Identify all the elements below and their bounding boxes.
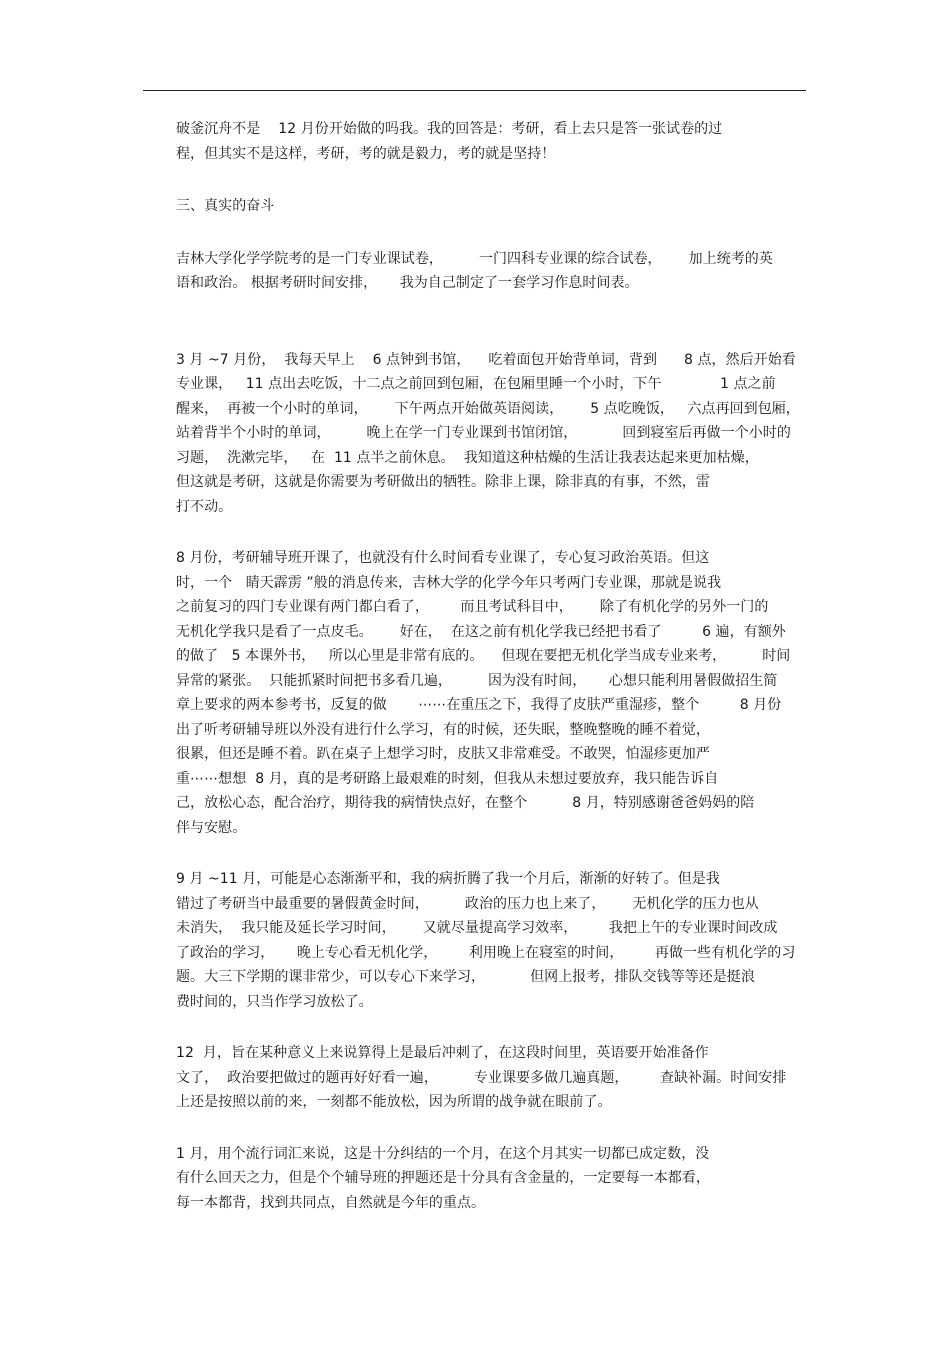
text-line: 文了， 政治要把做过的题再好好看一遍， 专业课要多做几遍真题， 查缺补漏。时间安排 xyxy=(176,1069,787,1086)
text-line: 习题， 洗漱完毕， 在 11 点半之前休息。 我知道这种枯燥的生活让我表达起来更加枯燥， xyxy=(176,449,759,466)
text-line: 醒来， 再被一个小时的单词， 下午两点开始做英语阅读， 5 点吃晚饭， 六点再回到包厢， xyxy=(176,400,800,417)
text-line: 打不动。 xyxy=(176,498,233,515)
text-line: 之前复习的四门专业课有两门都白看了， 而且考试科目中， 除了有机化学的另外一门的 xyxy=(176,599,769,615)
text-line: 12 月，旨在某种意义上来说算得上是最后冲刺了，在这段时间里，英语要开始准备作 xyxy=(176,1045,709,1061)
text-line: 上还是按照以前的来，一刻都不能放松，因为所谓的战争就在眼前了。 xyxy=(176,1094,612,1110)
text-line: 异常的紧张。 只能抓紧时间把书多看几遍， 因为没有时间， 心想只能利用暑假做招生简 xyxy=(176,672,778,689)
text-line: 未消失， 我只能及延长学习时间， 又就尽量提高学习效率， 我把上午的专业课时间改成 xyxy=(176,920,778,936)
document-body xyxy=(176,117,804,1215)
text-line: 无机化学我只是看了一点皮毛。 好在， 在这之前有机化学我已经把书看了 6 遍，有额外 xyxy=(176,623,786,640)
text-line: 很累，但还是睡不着。趴在桌子上想学习时，皮肤又非常难受。不敢哭，怕湿疹更加严 xyxy=(176,746,710,762)
text-line: 专业课， 11 点出去吃饭，十二点之前回到包厢，在包厢里睡一个小时，下午 1 点之前 xyxy=(176,376,776,392)
text-line: 1 月，用个流行词汇来说，这是十分纠结的一个月，在这个月其实一切都已成定数，没 xyxy=(176,1145,710,1162)
text-line: 破釜沉舟不是 12 月份开始做的吗我。我的回答是：考研，看上去只是答一张试卷的过 xyxy=(176,121,723,137)
header-rule xyxy=(143,90,806,91)
paragraph-intro xyxy=(176,117,804,166)
paragraph-december xyxy=(176,1041,804,1115)
text-line: 语和政治。 根据考研时间安排， 我为自己制定了一套学习作息时间表。 xyxy=(176,275,639,291)
text-line: 伴与安慰。 xyxy=(176,819,247,836)
text-line: 3 月 ~7 月份， 我每天早上 6 点钟到书馆， 吃着面包开始背单词，背到 8 点，然后开始看 xyxy=(176,351,796,368)
text-line: 时，一个 睛天霹雳 ”般的消息传来，吉林大学的化学今年只考两门专业课，那就是说我 xyxy=(176,574,722,591)
text-line: 9 月 ~11 月，可能是心态渐渐平和，我的病折腾了我一个月后，渐渐的好转了。但是我 xyxy=(176,871,720,887)
heading-text: 三、真实的奋斗 xyxy=(176,198,275,214)
text-line: 吉林大学化学学院考的是一门专业课试卷， 一门四科专业课的综合试卷， 加上统考的英 xyxy=(176,250,773,267)
paragraph-exam-intro xyxy=(176,247,804,296)
text-line: 有什么回天之力，但是个个辅导班的押题还是十分具有含金量的，一定要每一本都看， xyxy=(176,1170,710,1186)
text-line: 的做了 5 本课外书， 所以心里是非常有底的。 但现在要把无机化学当成专业来考， 时间 xyxy=(176,648,791,664)
text-line: 站着背半个小时的单词， 晚上在学一门专业课到书馆闭馆， 回到寝室后再做一个小时的 xyxy=(176,425,791,441)
section-heading xyxy=(176,194,804,219)
text-line: 但这就是考研，这就是你需要为考研做出的牺牲。除非上课，除非真的有事，不然，雷 xyxy=(176,474,710,490)
paragraph-march-july xyxy=(176,348,804,520)
text-line: 每一本都背，找到共同点，自然就是今年的重点。 xyxy=(176,1194,486,1211)
text-line: 章上要求的两本参考书，反复的做 ⋯⋯在重压之下，我得了皮肤严重湿疹，整个 8 月份 xyxy=(176,697,782,713)
text-line: 己，放松心态，配合治疗，期待我的病情快点好，在整个 8 月，特别感谢爸爸妈妈的陪 xyxy=(176,795,755,811)
text-line: 重⋯⋯想想 8 月，真的是考研路上最艰难的时刻，但我从未想过要放弃，我只能告诉自 xyxy=(176,770,719,787)
paragraph-sept-nov xyxy=(176,867,804,1014)
text-line: 费时间的，只当作学习放松了。 xyxy=(176,993,373,1010)
paragraph-january xyxy=(176,1142,804,1216)
text-line: 错过了考研当中最重要的暑假黄金时间， 政治的压力也上来了， 无机化学的压力也从 xyxy=(176,895,759,912)
text-line: 8 月份，考研辅导班开课了，也就没有什么时间看专业课了，专心复习政治英语。但这 xyxy=(176,550,710,566)
text-line: 题。大三下学期的课非常少，可以专心下来学习， 但网上报考，排队交钱等等还是挺浪 xyxy=(176,969,755,985)
text-line: 了政治的学习， 晚上专心看无机化学， 利用晚上在寝室的时间， 再做一些有机化学的习 xyxy=(176,944,796,961)
paragraph-august xyxy=(176,546,804,840)
text-line: 程，但其实不是这样，考研，考的就是毅力，考的就是坚持！ xyxy=(176,145,556,162)
text-line: 出了听考研辅导班以外没有进行什么学习，有的时候，还失眠，整晚整晚的睡不着觉， xyxy=(176,721,710,738)
